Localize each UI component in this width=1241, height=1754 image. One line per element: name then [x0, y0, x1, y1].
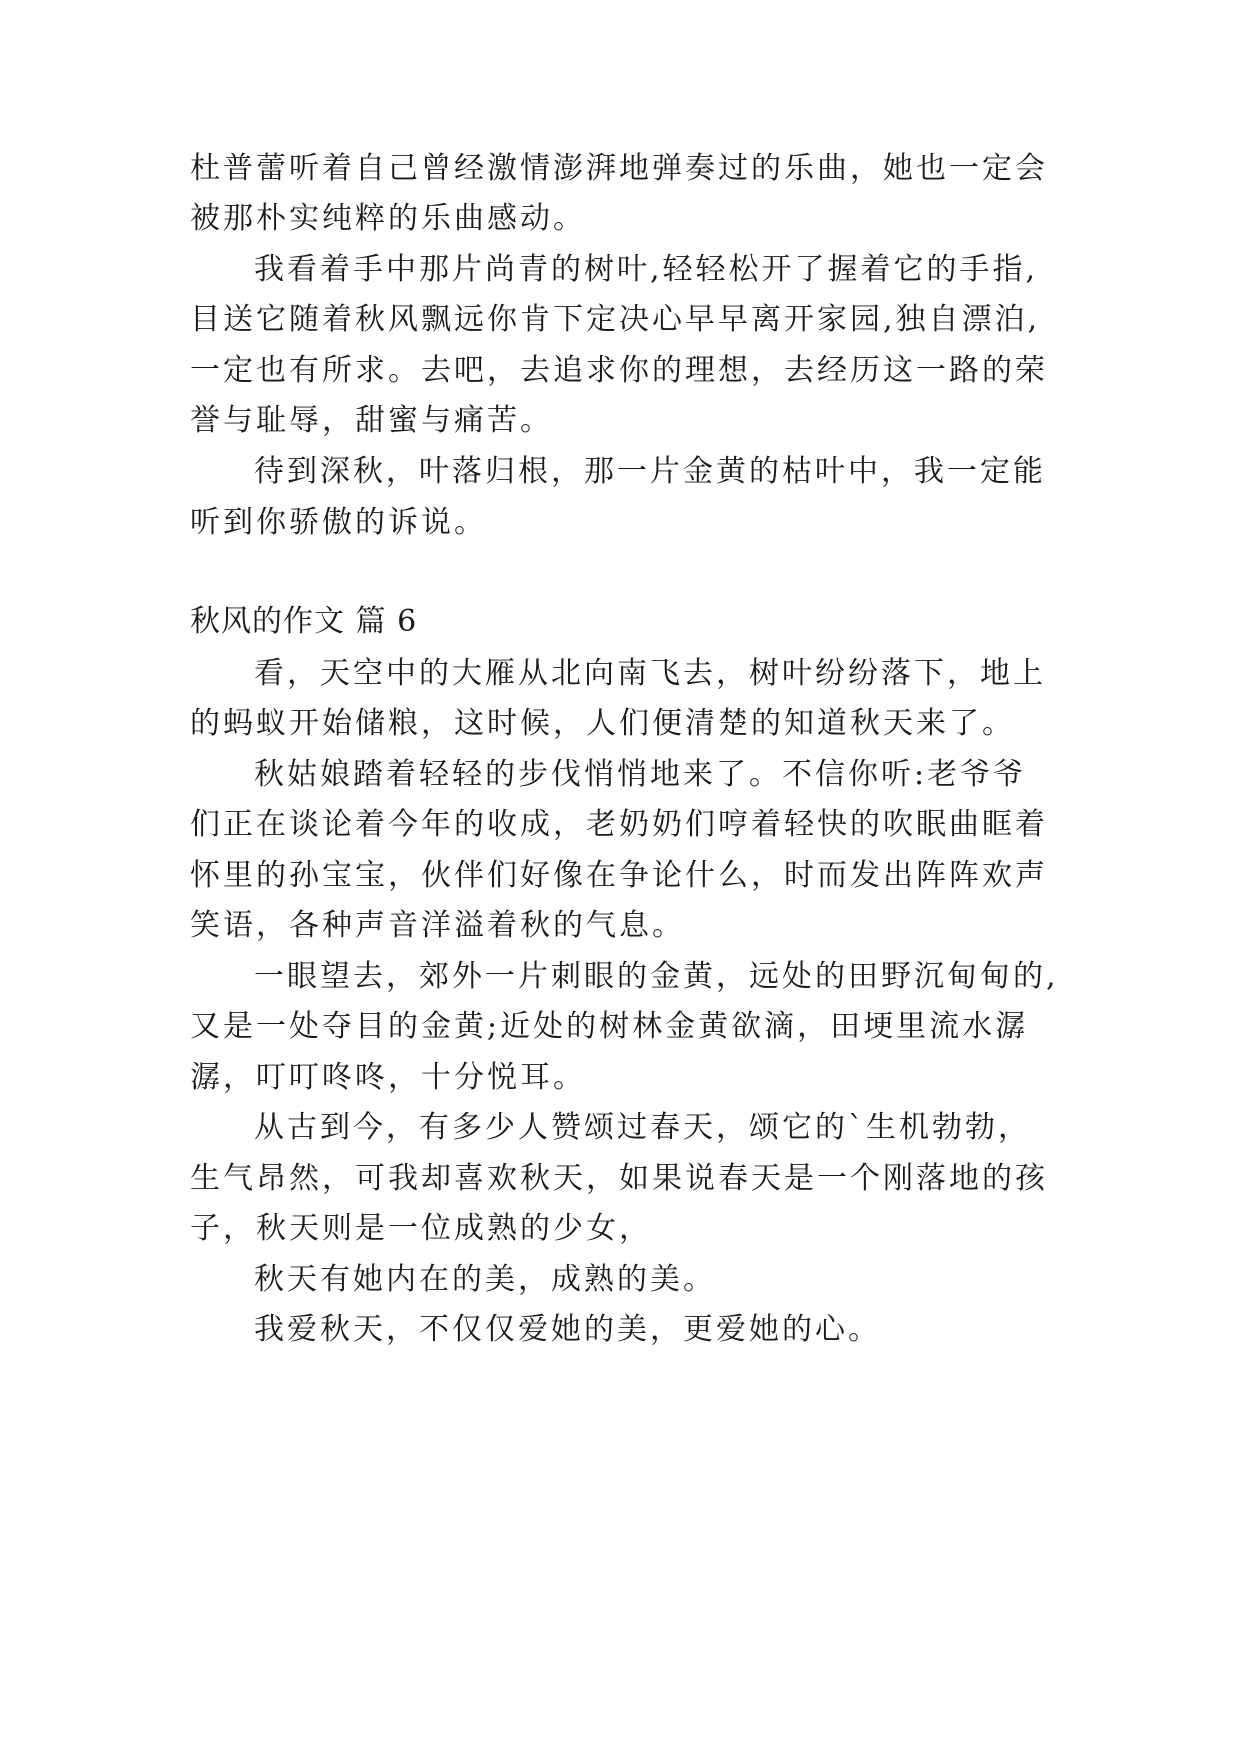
paragraph-line: 潺，叮叮咚咚，十分悦耳。: [190, 1060, 586, 1095]
paragraph-line: 怀里的孙宝宝，伙伴们好像在争论什么，时而发出阵阵欢声: [190, 858, 1048, 893]
section-heading: 秋风的作文 篇 6: [190, 604, 418, 639]
paragraph-line: 一眼望去，郊外一片刺眼的金黄，远处的田野沉甸甸的,: [254, 959, 1059, 994]
paragraph-line: 被那朴实纯粹的乐曲感动。: [190, 201, 586, 236]
paragraph-line: 杜普蕾听着自己曾经激情澎湃地弹奏过的乐曲，她也一定会: [190, 151, 1048, 186]
paragraph-line: 秋姑娘踏着轻轻的步伐悄悄地来了。不信你听:老爷爷: [254, 757, 1027, 792]
paragraph-line: 又是一处夺目的金黄;近处的树林金黄欲滴，田埂里流水潺: [190, 1009, 1029, 1044]
paragraph-line: 从古到今，有多少人赞颂过春天，颂它的`生机勃勃，: [254, 1110, 1031, 1145]
paragraph-line: 们正在谈论着今年的收成，老奶奶们哼着轻快的吹眠曲眶着: [190, 807, 1048, 842]
paragraph-line: 的蚂蚁开始储粮，这时候，人们便清楚的知道秋天来了。: [190, 706, 1015, 741]
paragraph-line: 子，秋天则是一位成熟的少女，: [190, 1211, 652, 1246]
paragraph-line: 待到深秋，叶落归根，那一片金黄的枯叶中，我一定能: [254, 454, 1046, 489]
paragraph-line: 生气昂然，可我却喜欢秋天，如果说春天是一个刚落地的孩: [190, 1161, 1048, 1196]
paragraph-line: 一定也有所求。去吧，去追求你的理想，去经历这一路的荣: [190, 353, 1048, 388]
paragraph-line: 看，天空中的大雁从北向南飞去，树叶纷纷落下，地上: [254, 656, 1046, 691]
paragraph-line: 我爱秋天，不仅仅爱她的美，更爱她的心。: [254, 1312, 881, 1347]
paragraph-line: 秋天有她内在的美，成熟的美。: [254, 1262, 716, 1297]
paragraph-line: 听到你骄傲的诉说。: [190, 505, 487, 540]
paragraph-line: 我看着手中那片尚青的树叶,轻轻松开了握着它的手指,: [254, 252, 1039, 287]
paragraph-line: 誉与耻辱，甜蜜与痛苦。: [190, 403, 553, 438]
paragraph-line: 目送它随着秋风飘远你肯下定决心早早离开家园,独自漂泊,: [190, 302, 1041, 337]
paragraph-line: 笑语，各种声音洋溢着秋的气息。: [190, 908, 685, 943]
